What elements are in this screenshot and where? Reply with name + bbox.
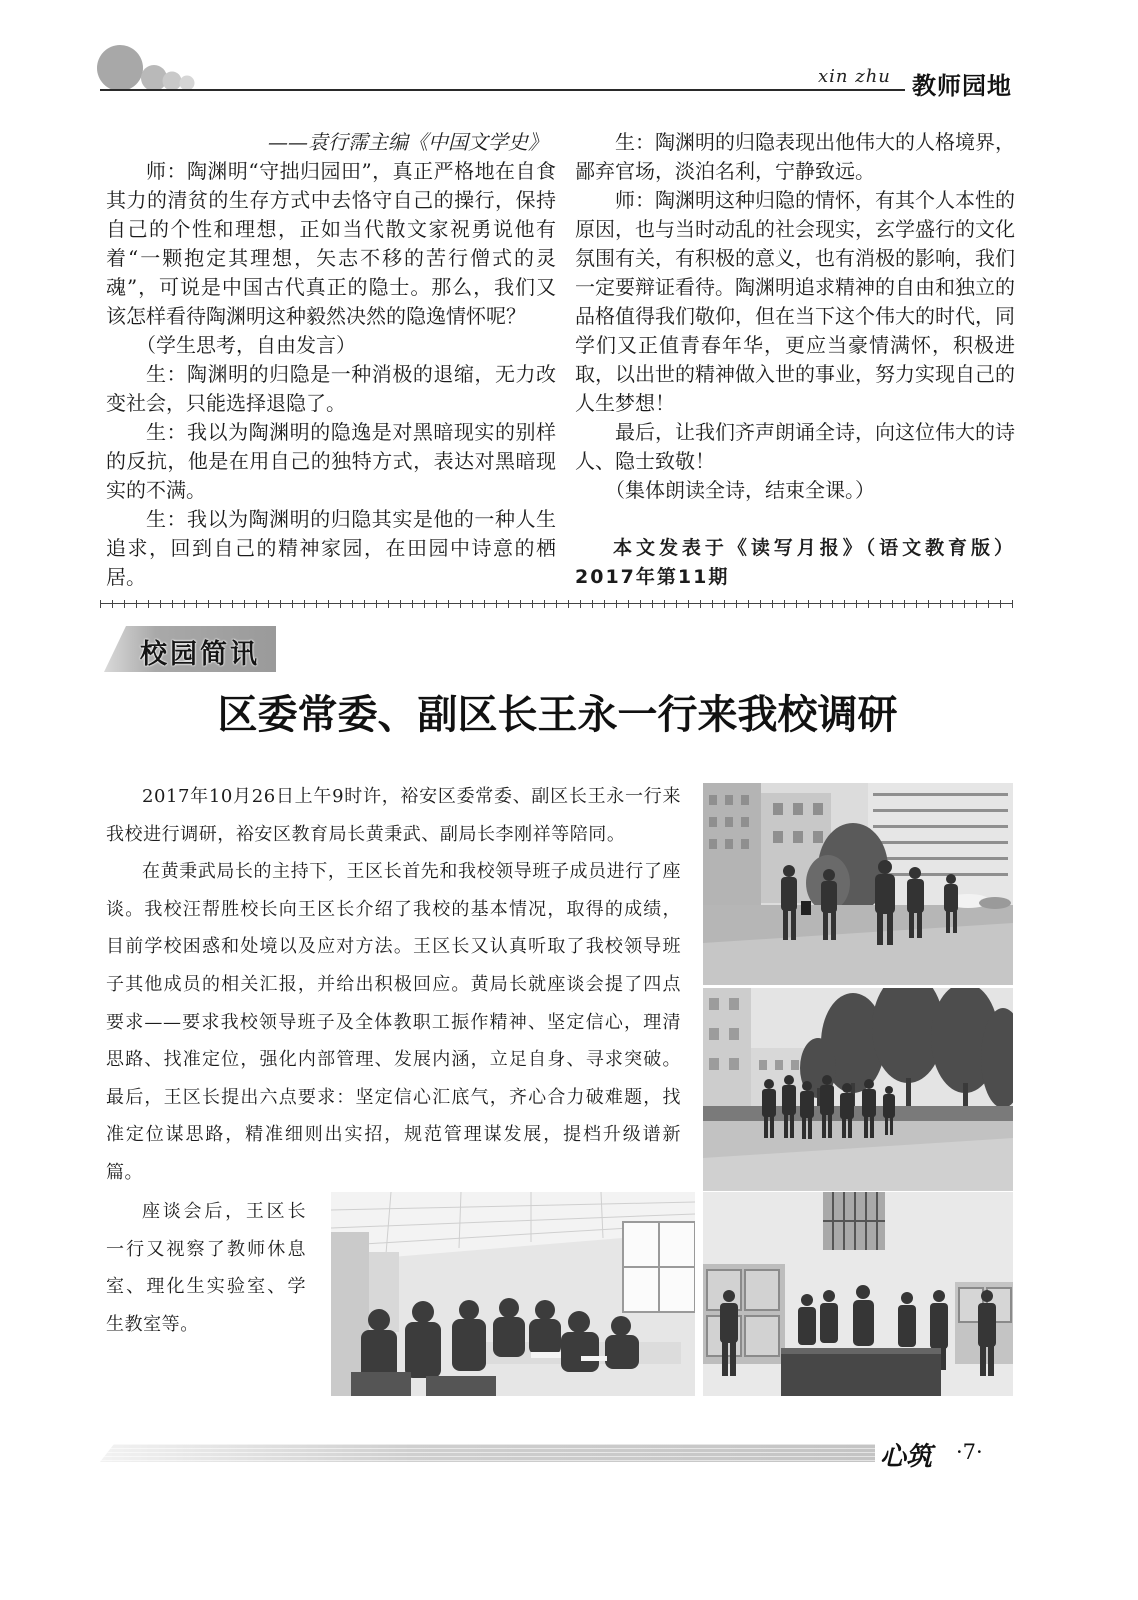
news-paragraph: 座谈会后，王区长一行又视察了教师休息室、理化生实验室、学生教室等。: [106, 1201, 306, 1335]
photo-campus-walk: [703, 988, 1013, 1191]
photo-meeting-room: [331, 1192, 695, 1396]
section-tag: 校园简讯: [140, 639, 260, 670]
publication-note: 本文发表于《读写月报》（语文教育版）2017年第11期: [575, 537, 1015, 588]
footer-magazine-name: 心筑: [880, 1442, 933, 1472]
news-headline: 区委常委、副区长王永一行来我校调研: [217, 692, 898, 738]
news-body: [106, 778, 681, 1194]
footer-bar: [100, 1444, 875, 1462]
lesson-right-column: [575, 128, 1015, 598]
section-divider: [100, 600, 1013, 608]
lesson-left-column: [106, 128, 556, 598]
lesson-paragraph: 最后，让我们齐声朗诵全诗，向这位伟大的诗人、隐士致敬！: [575, 420, 1015, 473]
news-body-narrow: [106, 1193, 306, 1353]
lesson-attribution: ——袁行霈主编《中国文学史》: [268, 130, 548, 154]
news-paragraph: 在黄秉武局长的主持下，王区长首先和我校领导班子成员进行了座谈。我校汪帮胜校长向王区长介绍了我校的基本情况，取得的成绩，目前学校困惑和处境以及应对方法。王区长又认真听取了我校领导班子其他成员的相关汇报，并给出积极回应。黄局长就座谈会提了四点要求——要求我校领导班子及全体教职工振作精神、坚定信心，理清思路、找准定位，强化内部管理、发展内涵，立足自身、寻求突破。最后，王区长提出六点要求：坚定信心汇底气，齐心合力破难题，找准定位谋思路，精准细则出实招，规范管理谋发展，提档升级谱新篇。: [106, 861, 681, 1183]
page-number: ·7·: [956, 1440, 983, 1464]
lesson-paragraph: 师：陶渊明“守拙归园田”，真正严格地在自食其力的清贫的生存方式中去恪守自己的操行，保持自己的个性和理想，正如当代散文家祝勇说他有着“一颗抱定其理想，矢志不移的苦行僧式的灵魂”，可说是中国古代真正的隐士。那么，我们又该怎样看待陶渊明这种毅然决然的隐逸情怀呢？: [106, 159, 556, 328]
lesson-paragraph: 师：陶渊明这种归隐的情怀，有其个人本性的原因，也与当时动乱的社会现实，玄学盛行的文化氛围有关，有积极的意义，也有消极的影响，我们一定要辩证看待。陶渊明追求精神的自由和独立的品格值得我们敬仰，但在当下这个伟大的时代，同学们又正值青春年华，更应当豪情满怀，积极进取，以出世的精神做入世的事业，努力实现自己的人生梦想！: [575, 188, 1015, 415]
photo-laboratory-visit: [703, 1192, 1013, 1396]
header-decoration-circles: [92, 40, 212, 102]
lesson-paragraph: 生：我以为陶渊明的隐逸是对黑暗现实的别样的反抗，他是在用自己的独特方式，表达对黑暗现实的不满。: [106, 420, 556, 502]
photo-officials-arriving: [703, 783, 1013, 985]
lesson-paragraph: 生：我以为陶渊明的归隐其实是他的一种人生追求，回到自己的精神家园，在田园中诗意的栖居。: [106, 507, 556, 589]
header-rule: [100, 89, 905, 91]
lesson-paragraph: 生：陶渊明的归隐表现出他伟大的人格境界，鄙弃官场，淡泊名利，宁静致远。: [575, 130, 1015, 183]
news-paragraph: 2017年10月26日上午9时许，裕安区委常委、副区长王永一行来我校进行调研，裕安区教育局长黄秉武、副局长李刚祥等陪同。: [106, 786, 681, 845]
header-section-title: 教师园地: [912, 72, 1012, 100]
header-pinyin: xin zhu: [818, 66, 891, 87]
lesson-paragraph: 生：陶渊明的归隐是一种消极的退缩，无力改变社会，只能选择退隐了。: [106, 362, 556, 415]
lesson-stage-note: （集体朗读全诗，结束全课。）: [605, 478, 875, 502]
lesson-stage-note: （学生思考，自由发言）: [136, 333, 356, 357]
